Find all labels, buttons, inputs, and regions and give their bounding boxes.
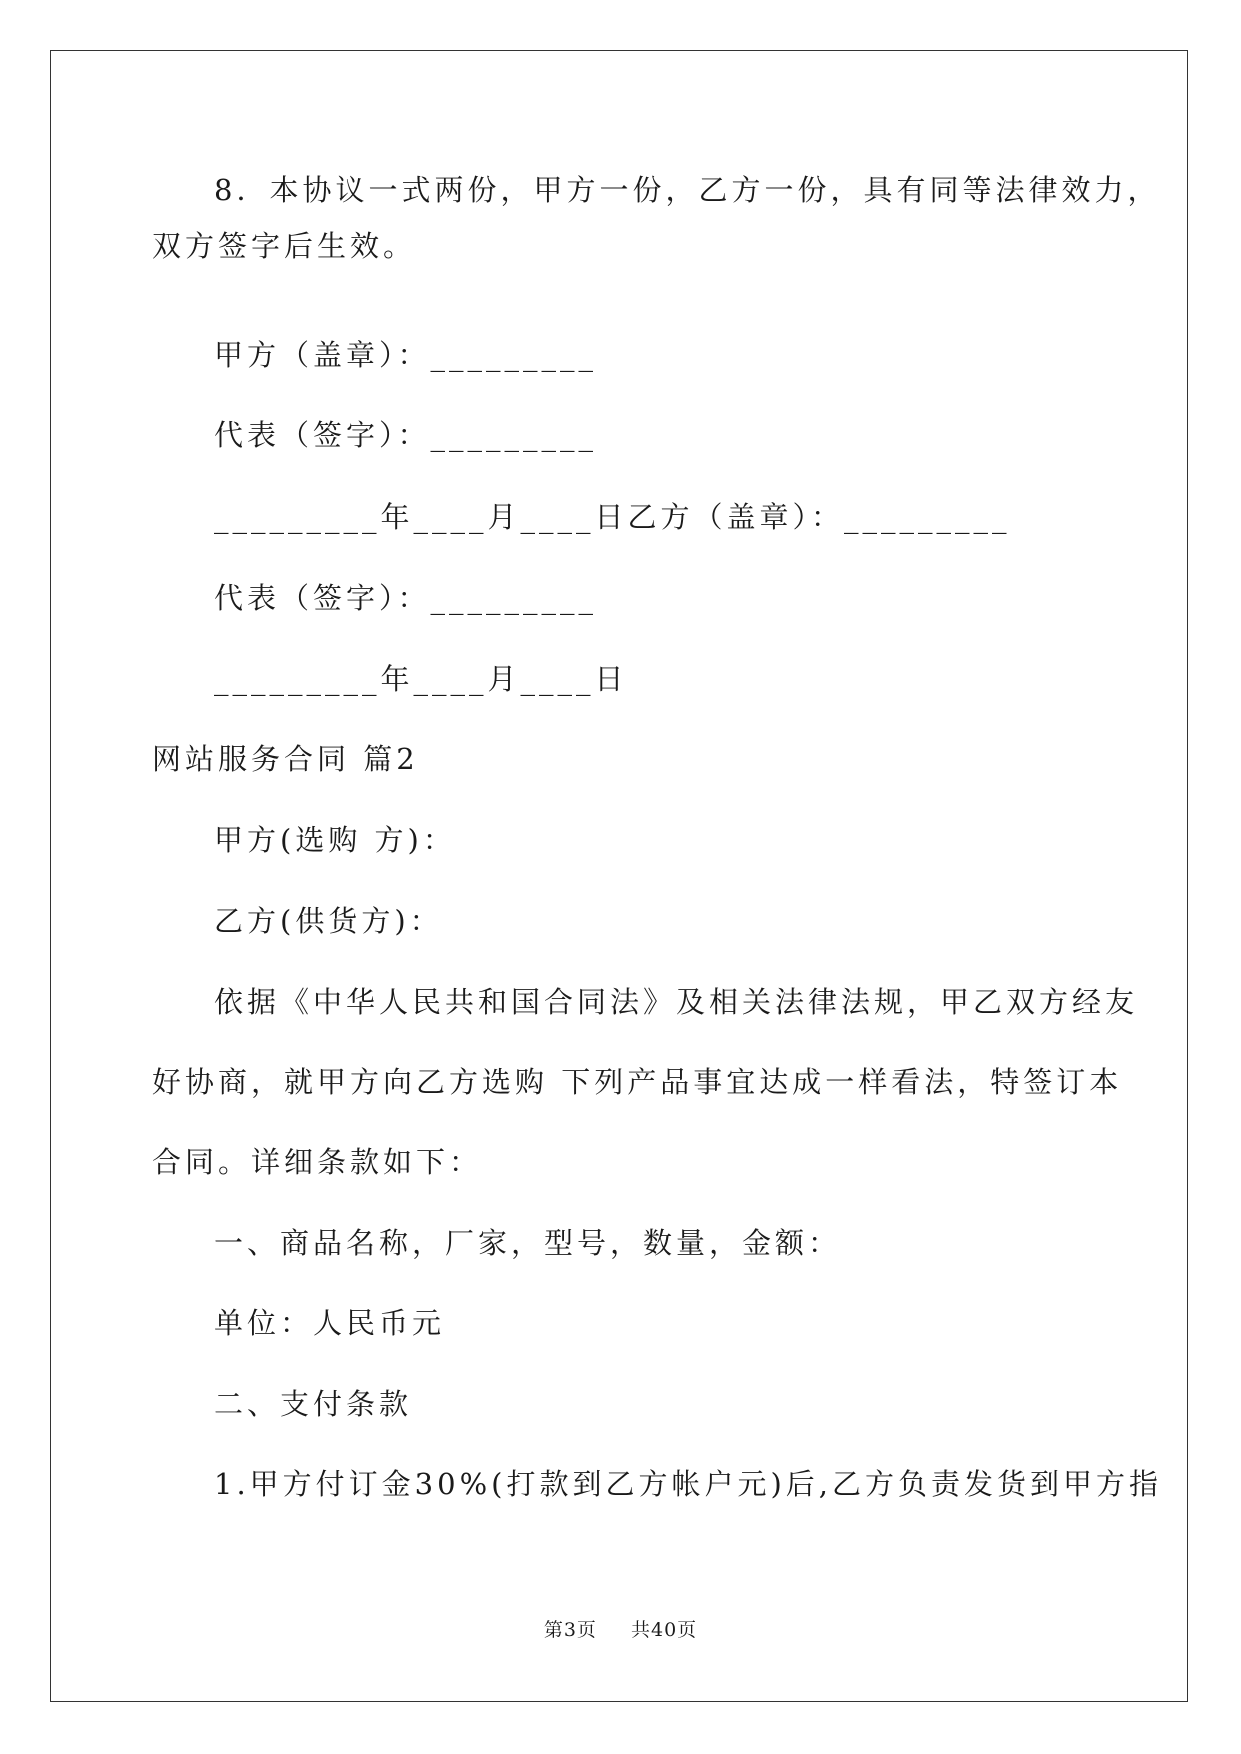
clause-8-line-2: 双方签字后生效。 [152,229,417,263]
party-a-representative-line: 代表（签字）：_________ [214,418,598,452]
buyer-party-line: 甲方(选购 方)： [214,823,456,857]
party-a-date-party-b-seal-line: _________年____月____日乙方（盖章）：_________ [214,500,1011,534]
page-number-total: 共40页 [631,1619,698,1641]
party-a-seal-line: 甲方（盖章）：_________ [214,338,598,372]
page-footer [0,1615,1241,1642]
clause-8-line-1: 8．本协议一式两份，甲方一份，乙方一份，具有同等法律效力， [214,173,1161,207]
clause-2-heading: 二、支付条款 [214,1387,413,1421]
supplier-party-line: 乙方(供货方)： [214,904,443,938]
party-b-date-line: _________年____月____日 [214,662,628,696]
preamble-line-3: 合同。详细条款如下： [152,1145,483,1179]
preamble-line-1: 依据《中华人民共和国合同法》及相关法律法规，甲乙双方经友 [214,985,1139,1019]
party-b-representative-line: 代表（签字）：_________ [214,581,598,615]
payment-term-1-line: 1.甲方付订金30%(打款到乙方帐户元)后,乙方负责发货到甲方指 [214,1467,1162,1501]
currency-unit-line: 单位：人民币元 [214,1306,446,1340]
preamble-line-2: 好协商，就甲方向乙方选购 下列产品事宜达成一样看法，特签订本 [152,1065,1123,1099]
clause-1-heading: 一、商品名称，厂家，型号，数量，金额： [214,1226,842,1260]
section-heading: 网站服务合同 篇2 [152,742,419,776]
page-border [50,50,1188,1702]
page-number-current: 第3页 [543,1619,597,1641]
